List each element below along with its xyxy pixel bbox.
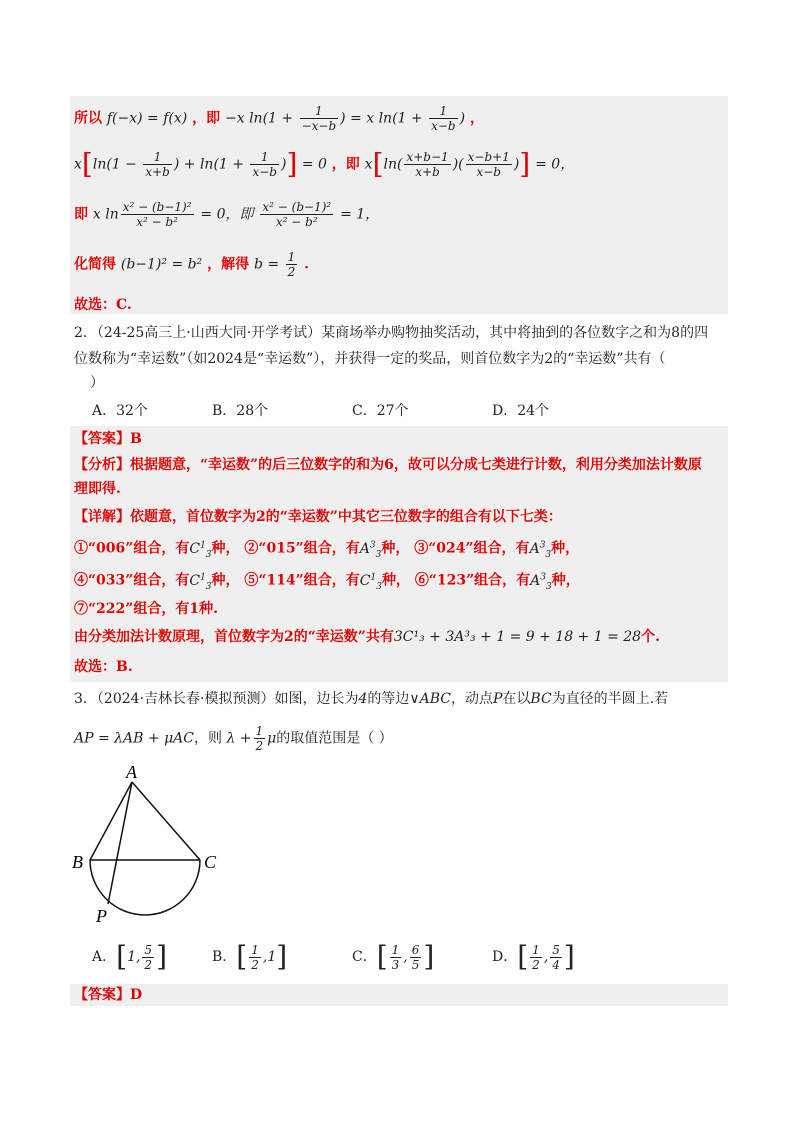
- label-c: C: [204, 852, 217, 872]
- q2-option-d[interactable]: D．24个: [492, 403, 550, 419]
- solution-line-3: 即 x ln $\frac{\text{x² − (b−1)²}}{\text{x² − b²}}$ = 0，即 $\frac{\text{x² − (b−1)²}}{\text{x² − b²}}$ = 1，: [74, 200, 380, 229]
- triangle-semicircle-figure: [68, 760, 228, 930]
- q2-analysis-line-2: 理即得.: [74, 481, 121, 497]
- segment-ab: [90, 782, 132, 860]
- q2-analysis-line-1: 【分析】根据题意，“幸运数”的后三位数字的和为6，故可以分成七类进行计数，利用分类加法计数原: [74, 457, 702, 473]
- q3-option-b[interactable]: B．[ $\frac{1}{2}$ ,1]: [212, 940, 288, 973]
- q2-answer: 【答案】B: [74, 431, 142, 447]
- solution-conclusion-prev: 故选：C.: [74, 297, 132, 313]
- segment-ap: [108, 782, 132, 904]
- q2-option-a[interactable]: A．32个: [92, 403, 148, 419]
- q3-option-a[interactable]: A．[1, $\frac{5}{2}$ ]: [92, 940, 167, 973]
- q2-line-2: 位数称为“幸运数”（如2024是“幸运数”），并获得一定的奖品，则首位数字为2的“幸运数”共有（: [74, 351, 666, 367]
- q3-line-1: 3．（2024·吉林长春·模拟预测）如图，边长为4的等边∨ABC，动点P在以BC为直径的半圆上.若: [74, 691, 669, 707]
- solution-line-2: x[ln(1 − $\frac{1}{x+b}$ ) + ln(1 + $\frac{1}{x-b}$ )] = 0 ，即 x[ln( $\frac{x+b-1}{x+b}$ )( $\frac{x-b+1}{x-b}$ )] = 0，: [74, 147, 575, 181]
- q2-detail-line-1: 【详解】依题意，首位数字为2的“幸运数”中其它三位数字的组合有以下七类：: [74, 509, 562, 525]
- q3-line-2: AP = λAB + μAC，则 λ + $\frac{1}{2}$ μ的取值范围是（ ）: [74, 724, 393, 753]
- label-p: P: [96, 906, 107, 926]
- solution-line-1: 所以 f(−x) = f(x) ，即 −x ln(1 + $\frac{1}{-x-b}$ ) = x ln(1 + $\frac{1}{x-b}$ ) ，: [74, 104, 484, 133]
- q2-line-3: ）: [90, 375, 104, 391]
- q2-summary: 由分类加法计数原理，首位数字为2的“幸运数”共有3C¹₃ + 3A³₃ + 1 = 9 + 18 + 1 = 28个.: [74, 629, 660, 645]
- q2-line-1: 2．（24-25高三上·山西大同·开学考试）某商场举办购物抽奖活动，其中将抽到的各位数字之和为8的四: [74, 325, 709, 341]
- label-a: A: [126, 762, 137, 782]
- q2-cases-line-2: ④“033”组合，有$C^1_3$种， ⑤“114”组合，有$C^1_3$种， ⑥“123”组合，有$A^3_3$种，: [74, 572, 580, 592]
- q2-option-c[interactable]: C．27个: [352, 403, 409, 419]
- q3-answer: 【答案】D: [74, 987, 143, 1003]
- q2-option-b[interactable]: B．28个: [212, 403, 269, 419]
- solution-line-4: 化简得 (b−1)² = b² ，解得 b = $\frac{1}{2}$ .: [74, 250, 309, 279]
- q2-conclusion: 故选：B.: [74, 659, 133, 675]
- q3-option-c[interactable]: C．[ $\frac{1}{3}$ , $\frac{6}{5}$ ]: [352, 940, 435, 973]
- segment-ac: [132, 782, 200, 860]
- q2-cases-line-1: ①“006”组合，有$C^1_3$种， ②“015”组合，有$A^3_3$种， ③“024”组合，有$A^3_3$种，: [74, 540, 580, 560]
- q3-option-d[interactable]: D．[ $\frac{1}{2}$ , $\frac{5}{4}$ ]: [492, 940, 575, 973]
- q2-case-7: ⑦“222”组合，有1种.: [74, 601, 218, 617]
- label-b: B: [72, 852, 83, 872]
